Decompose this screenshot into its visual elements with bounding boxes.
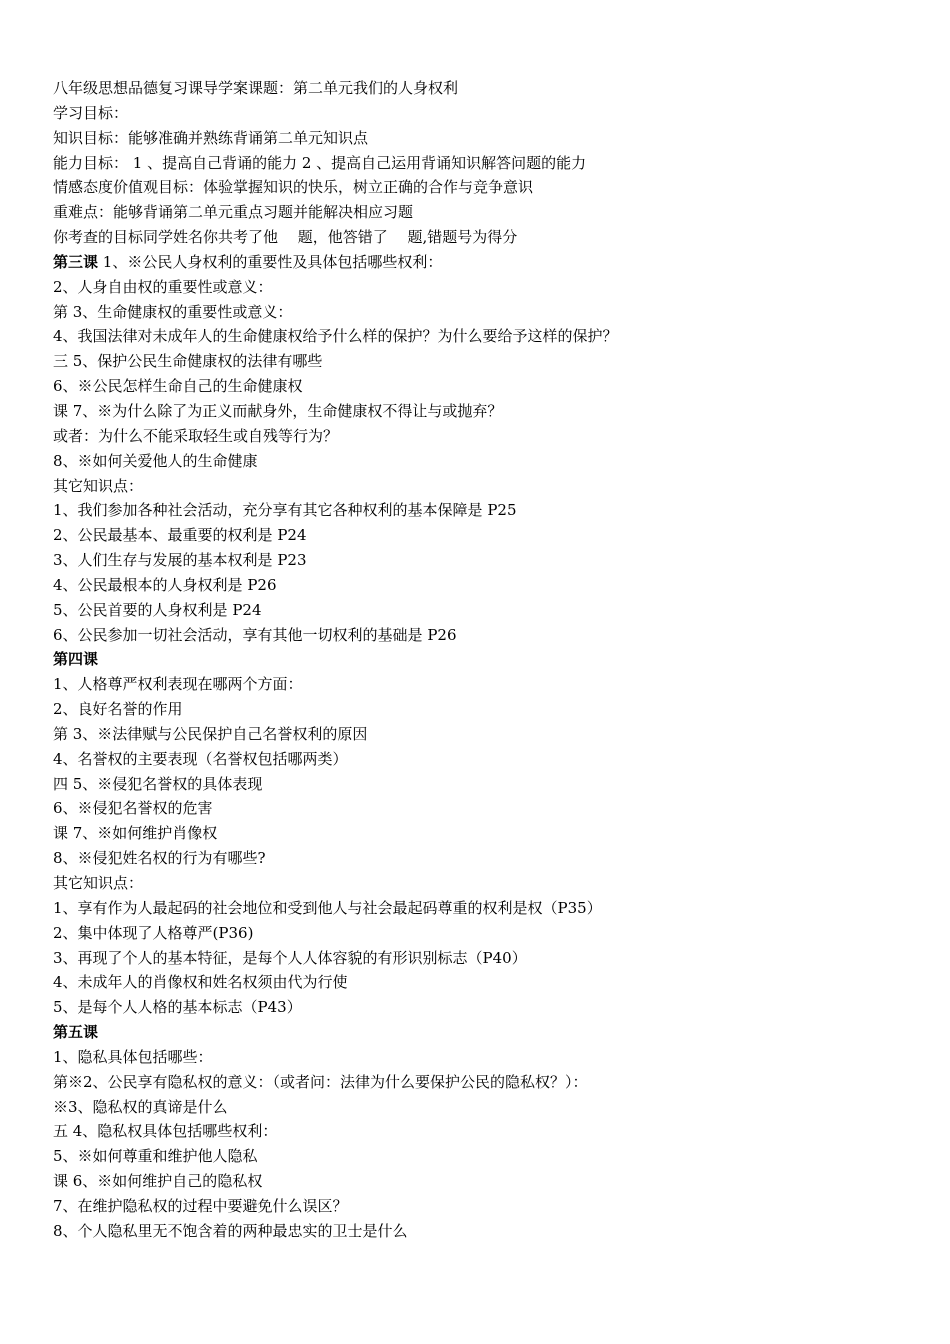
attitude-goal: 情感态度价值观目标：体验掌握知识的快乐，树立正确的合作与竞争意识: [53, 178, 534, 197]
lesson3-other-4: 4、公民最根本的人身权利是 P26: [53, 575, 277, 594]
lesson3-other-3: 3、人们生存与发展的基本权利是 P23: [53, 551, 307, 570]
lesson3-q7-alt: 或者：为什么不能采取轻生或自残等行为？: [53, 426, 339, 445]
learning-goals-heading: 学习目标：: [53, 103, 129, 122]
lesson4-q7: 课 7、※如何维护肖像权: [53, 824, 218, 843]
lesson4-other-4: 4、未成年人的肖像权和姓名权须由代为行使: [53, 973, 348, 992]
lesson3-q6: 6、※公民怎样生命自己的生命健康权: [53, 377, 303, 396]
lesson3-other-1: 1、我们参加各种社会活动，充分享有其它各种权利的基本保障是 P25: [53, 501, 517, 520]
lesson5-q8: 8、个人隐私里无不饱含着的两种最忠实的卫士是什么: [53, 1221, 408, 1240]
lesson4-q2: 2、良好名誉的作用: [53, 700, 183, 719]
lesson3-q3: 第 3、生命健康权的重要性或意义：: [53, 302, 293, 321]
lesson4-other-5: 5、是每个人人格的基本标志（P43）: [53, 998, 302, 1017]
document-body: [53, 76, 913, 1244]
lesson5-q1: 1、隐私具体包括哪些：: [53, 1047, 213, 1066]
lesson3-other-2: 2、公民最基本、最重要的权利是 P24: [53, 526, 307, 545]
lesson4-other-3: 3、再现了个人的基本特征，是每个人人体容貌的有形识别标志（P40）: [53, 948, 527, 967]
lesson3-other-heading: 其它知识点：: [53, 476, 144, 495]
knowledge-goal: 知识目标：能够准确并熟练背诵第二单元知识点: [53, 128, 369, 147]
lesson5-q4: 五 4、隐私权具体包括哪些权利：: [53, 1122, 278, 1141]
lesson3-q7: 课 7、※为什么除了为正义而献身外，生命健康权不得让与或抛弃？: [53, 401, 503, 420]
lesson3-q5: 三 5、保护公民生命健康权的法律有哪些: [53, 352, 323, 371]
lesson4-other-heading: 其它知识点：: [53, 874, 144, 892]
lesson4-heading: 第四课: [53, 650, 99, 669]
lesson3-q1: [53, 250, 913, 275]
assessment-line: 你考查的目标同学姓名你共考了他 题，他答错了 题,错题号为得分: [53, 228, 518, 247]
doc-title: 八年级思想品德复习课导学案课题：第二单元我们的人身权利: [53, 79, 459, 97]
lesson3-other-6: 6、公民参加一切社会活动，享有其他一切权利的基础是 P26: [53, 625, 457, 644]
lesson3-q1-text: 1、※公民人身权利的重要性及具体包括哪些权利：: [98, 252, 443, 271]
lesson3-q8: 8、※如何关爱他人的生命健康: [53, 451, 258, 470]
lesson5-heading: 第五课: [53, 1023, 99, 1042]
lesson4-other-2: 2、集中体现了人格尊严(P36): [53, 923, 254, 942]
lesson4-q1: 1、人格尊严权利表现在哪两个方面：: [53, 675, 303, 694]
lesson5-q3: ※3、隐私权的真谛是什么: [53, 1097, 228, 1116]
lesson3-q2: 2、人身自由权的重要性或意义：: [53, 277, 273, 296]
lesson4-q5: 四 5、※侵犯名誉权的具体表现: [53, 774, 263, 793]
key-difficulty: 重难点：能够背诵第二单元重点习题并能解决相应习题: [53, 203, 414, 222]
lesson3-other-5: 5、公民首要的人身权利是 P24: [53, 600, 262, 619]
lesson4-q8: 8、※侵犯姓名权的行为有哪些?: [53, 849, 266, 868]
lesson5-q6: 课 6、※如何维护自己的隐私权: [53, 1172, 263, 1191]
lesson5-q7: 7、在维护隐私权的过程中要避免什么误区？: [53, 1196, 348, 1215]
lesson4-q3: 第 3、※法律赋与公民保护自己名誉权利的原因: [53, 724, 368, 743]
lesson5-q2: 第※2、公民享有隐私权的意义：（或者问：法律为什么要保护公民的隐私权？）：: [53, 1072, 588, 1091]
lesson4-q4: 4、名誉权的主要表现（名誉权包括哪两类）: [53, 749, 348, 768]
lesson4-heading-line: [53, 647, 913, 672]
lesson4-q6: 6、※侵犯名誉权的危害: [53, 799, 213, 818]
lesson5-heading-line: [53, 1020, 913, 1045]
lesson3-heading: 第三课: [53, 252, 99, 271]
lesson4-other-1: 1、享有作为人最起码的社会地位和受到他人与社会最起码尊重的权利是权（P35）: [53, 898, 602, 917]
lesson3-q4: 4、我国法律对未成年人的生命健康权给予什么样的保护？为什么要给予这样的保护？: [53, 327, 618, 346]
lesson5-q5: 5、※如何尊重和维护他人隐私: [53, 1147, 258, 1166]
ability-goal: 能力目标： 1 、提高自己背诵的能力 2 、提高自己运用背诵知识解答问题的能力: [53, 153, 587, 172]
